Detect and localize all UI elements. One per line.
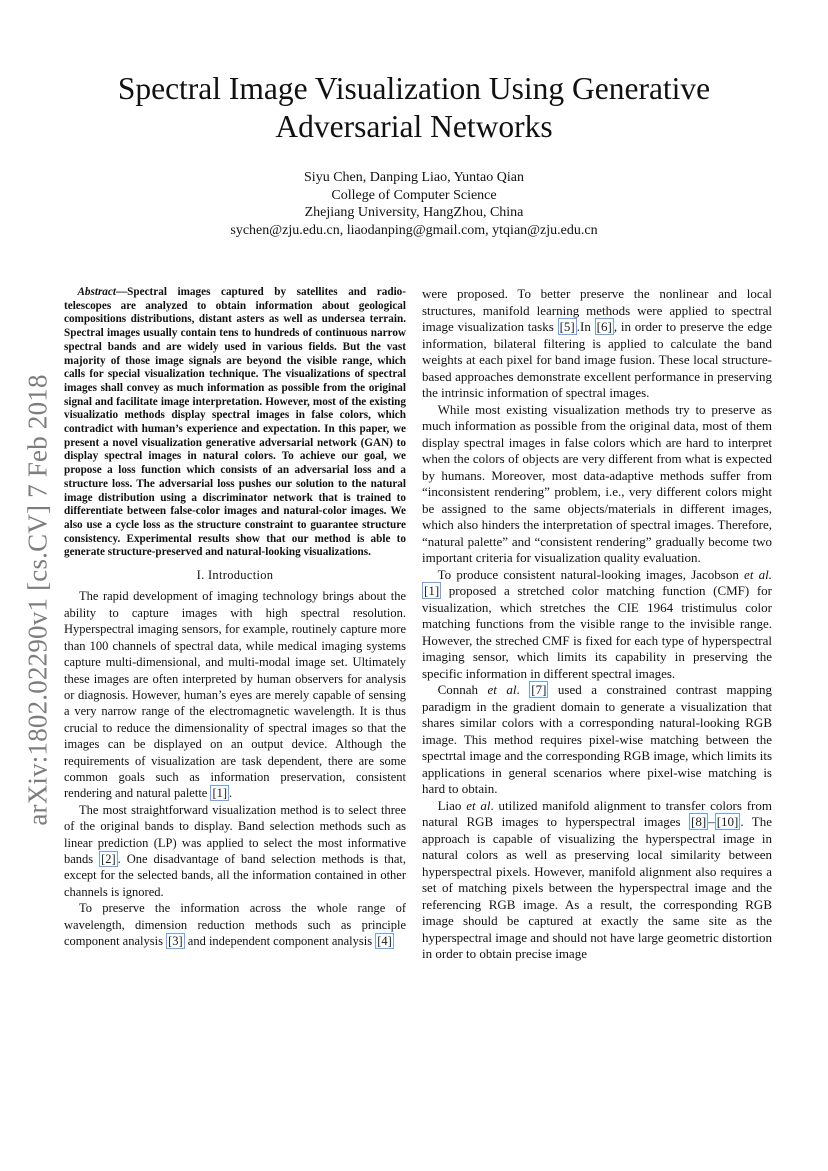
citation-link[interactable]: [4] — [377, 934, 392, 948]
paragraph-text: and independent component analysis — [184, 934, 376, 948]
paragraph-text: . The approach is capable of visualizing the hyperspectral image in natural colors as well as preserving local similarity between hyperspectral pixels. However, manifold alignment also requires a set of matching pixels between the hyperspectral image and the referencing RGB image. As a result, the corresponding RGB image should be captured at exactly the same site as the hyperspectral image and should not have large geometric distortion in order to obtain precise image — [422, 814, 772, 961]
paragraph-text: Connah — [437, 682, 488, 697]
intro-paragraph-3-continued — [422, 286, 772, 402]
paragraph-text: To preserve the information across the whole range of wavelength, dimension reduction methods such as principle component analysis — [64, 901, 406, 948]
citation-link[interactable]: [1] — [424, 583, 440, 598]
paragraph-text: , in order to preserve the edge information, bilateral filtering is applied to calculate the band weights at each pixel for band image fusion. These local structure-based approaches demonstrate excellent performance in preserving the intrinsic information of spectral images. — [422, 319, 772, 400]
abstract-text: —Spectral images captured by satellites and radio-telescopes are analyzed to obtain information about geological compositions distributions, distant asters as well as undersea terrain. Spectral images usually contain tens to hundreds of continuous narrow spectral bands and are widely used in various fields. But the vast majority of those image signals are beyond the visible range, which calls for special visualization technique. The visualizations of spectral images shall convey as much information as possible from the original signal and facilitate image interpretation. However, most of the existing visualizatio methods display spectral images in false colors, which contradict with human’s experience and expectation. In this paper, we present a novel visualization generative adversarial network (GAN) to display spectral images in natural colors. To achieve our goal, we propose a loss function which consists of an adversarial loss and a structure loss. The adversarial loss pushes our solution to the natural image distribution using a discriminator network that is trained to differentiate between false-color images and natural-color images. We also use a cycle loss as the structure constraint to guarantee structure consistency. Experimental results show that our method is able to generate structure-preserved and natural-looking visualizations. — [64, 286, 406, 559]
author-names: Siyu Chen, Danping Liao, Yuntao Qian — [304, 170, 524, 185]
paragraph-text: .In — [576, 319, 595, 334]
citation-link[interactable]: [8] — [691, 814, 707, 829]
abstract-lead: Abstract — [77, 286, 116, 298]
author-emails[interactable]: sychen@zju.edu.cn, liaodanping@gmail.com, ytqian@zju.edu.cn — [230, 222, 598, 238]
paragraph-text: The rapid development of imaging technology brings about the ability to capture images with high spectral resolution. Hyperspectral imaging sensors, for example, routinely capture more than 100 channels of spectral data, while medical imaging systems capture multi-dimensional, and multi-modal image set. Ultimately these images are often interpreted by human observers for analysis or diagnosis. However, human’s eyes are merely capable of sensing a very narrow range of the electromagnetic wavelength. It is thus crucial to reduce the dimensionality of spectral images so that the images can be displayed on an output device. Although the requirements of visualization are task dependent, there are some common goals such as information preservation, consistent rendering and natural palette — [64, 589, 406, 801]
intro-paragraph-1 — [64, 588, 406, 801]
arxiv-identifier[interactable]: arXiv:1802.02290v1 [cs.CV] 7 Feb 2018 — [22, 374, 53, 826]
intro-paragraph-4: While most existing visualization methods try to preserve as much information as possible from the original data, most of them display spectral images in false colors which are hard to interpret when the colors of objects are very different from what is expected by humans. Moreover, most data-adaptive methods suffer from “inconsistent rendering” problem, i.e., very different colors might be assigned to the same objects/materials in different images, which also hinders the interpretation of spectral images. Therefore, “natural palette” and “consistent rendering” gradually become two important criteria for visualization quality evaluation. — [422, 401, 772, 565]
paragraph-text: Liao — [437, 797, 467, 813]
intro-paragraph-6 — [422, 682, 772, 798]
citation-link[interactable]: [7] — [531, 682, 547, 697]
affiliation-university: Zhejiang University, HangZhou, China — [304, 205, 524, 220]
et-al: et al — [487, 682, 517, 697]
citation-link[interactable]: [10] — [716, 814, 739, 829]
paragraph-text: proposed a stretched color matching function (CMF) for visualization, which stretches the CIE 1964 tristimulus color matching functions from the visible range to the invisible range. However, the streched CMF is fixed for each type of hyperspectral imaging sensor, which limits its capability in preserving the specific information in different spectral images. — [422, 583, 772, 681]
et-al: et al — [466, 797, 491, 813]
section-heading-introduction: I. Introduction — [196, 568, 274, 583]
citation-link[interactable]: [5] — [559, 319, 575, 334]
author-block — [100, 169, 728, 239]
paragraph-text: . — [229, 786, 233, 801]
intro-paragraph-3 — [64, 900, 406, 949]
citation-link[interactable]: [1] — [212, 786, 228, 801]
paper-title: Spectral Image Visualization Using Generative Adversarial Networks — [117, 71, 711, 144]
intro-paragraph-2 — [64, 802, 406, 900]
right-column — [422, 286, 772, 963]
paragraph-text: used a constrained contrast mapping paradigm in the gradient domain to generate a visualization that shares similar colors with a corresponding natural-looking RGB image. This method requires pixel-wise matching between the spectrtal image and the corresponding RGB image, which limits its applications in general scenarios where pixel-wise matching is hard to obtain. — [422, 682, 773, 796]
citation-link[interactable]: [2] — [101, 851, 116, 866]
affiliation-dept: College of Computer Science — [331, 187, 497, 203]
paragraph-text: . utilized manifold alignment to transfer colors from natural RGB images to hyperspectral images — [422, 797, 772, 829]
paragraph-text: To produce consistent natural-looking images, Jacobson — [437, 566, 745, 582]
intro-paragraph-5 — [422, 567, 772, 683]
paragraph-text: – — [708, 814, 715, 829]
citation-link[interactable]: [3] — [168, 934, 183, 948]
abstract — [64, 286, 406, 560]
left-column — [64, 286, 406, 949]
citation-link[interactable]: [6] — [596, 319, 612, 334]
paragraph-text: . — [516, 682, 530, 697]
intro-paragraph-7 — [422, 798, 772, 963]
paragraph-text: were proposed. To better preserve the nonlinear and local structures, manifold learning methods were applied to spectral image visualization tasks — [422, 286, 772, 334]
paragraph-text: The most straightforward visualization method is to select three of the original bands to display. Band selection methods such as linear prediction (LP) was applied to select the most informative bands — [64, 802, 406, 866]
et-al: et al. — [744, 566, 772, 582]
paragraph-text: . One disadvantage of band selection methods is that, except for the selected bands, all the information contained in other channels is ignored. — [64, 851, 406, 899]
